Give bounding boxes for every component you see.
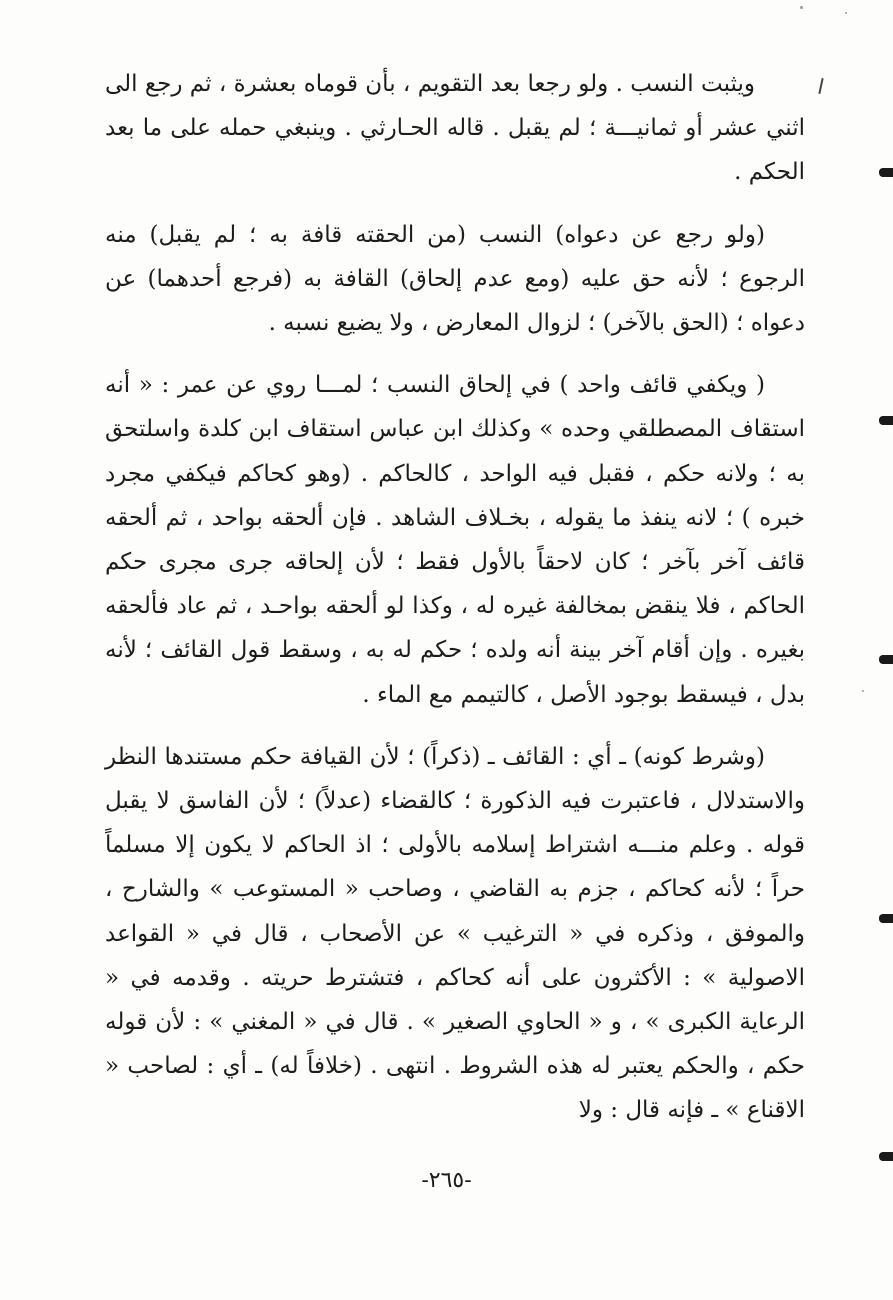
margin-hole-mark bbox=[879, 914, 893, 923]
body-text bbox=[105, 62, 805, 1151]
paragraph-2: (ولو رجع عن دعواه) النسب (من الحقته قافة به ؛ لم يقبل) منه الرجوع ؛ لأنه حق عليه (ومع عدم إلحاق) القافة به (فرجع أحدهما) عن دعواه ؛ (الحق بالآخر) ؛ لزوال المعارض ، ولا يضيع نسبه . bbox=[105, 221, 805, 337]
margin-hole-mark bbox=[879, 655, 893, 664]
paragraph-1: ويثبت النسب . ولو رجعا بعد التقويم ، بأن قوماه بعشرة ، ثم رجع الى اثني عشر أو ثمانيـــة ؛ لم يقبل . قاله الحـارثي . وينبغي حمله على ما بعد الحكم . bbox=[105, 71, 805, 186]
scan-speck bbox=[862, 690, 864, 692]
scan-speck bbox=[845, 12, 847, 14]
margin-hole-mark bbox=[879, 168, 893, 177]
paragraph-3: ( ويكفي قائف واحد ) في إلحاق النسب ؛ لمـــا روي عن عمر : « أنه استقاف المصطلقي وحده » وكذلك ابن عباس استقاف ابن كلدة واسلتحق به ؛ ولانه حكم ، فقبل فيه الواحد ، كالحاكم . (وهو كحاكم فيكفي مجرد خبره ) ؛ لانه ينفذ ما يقوله ، بخـلاف الشاهد . فإن ألحقه بواحد ، ثم ألحقه قائف آخر بآخر ؛ كان لاحقاً بالأول فقط ؛ لأن إلحاقه جرى مجرى حكم الحاكم ، فلا ينقض بمخالفة غيره له ، وكذا لو ألحقه بواحـد ، ثم عاد فألحقه بغيره . وإن أقام آخر بينة أنه ولده ؛ حكم له به ، وسقط قول القائف ؛ لأنه بدل ، فيسقط بوجود الأصل ، كالتيمم مع الماء . bbox=[105, 372, 805, 708]
margin-hole-mark bbox=[879, 1152, 893, 1161]
page-number: -٢٦٥- bbox=[421, 1168, 472, 1193]
paragraph-4: (وشرط كونه) ـ أي : القائف ـ (ذكراً) ؛ لأن القيافة حكم مستندها النظر والاستدلال ، فاعتبرت فيه الذكورة ؛ كالقضاء (عدلاً) ؛ لأن الفاسق لا يقبل قوله . وعلم منـــه اشتراط إسلامه بالأولى ؛ اذ الحاكم لا يكون إلا مسلماً حراً ؛ لأنه كحاكم ، جزم به القاضي ، وصاحب « المستوعب » والشارح ، والموفق ، وذكره في « الترغيب » عن الأصحاب ، قال في « القواعد الاصولية » : الأكثرون على أنه كحاكم ، فتشترط حريته . وقدمه في « الرعاية الكبرى » ، و « الحاوي الصغير » . قال في « المغني » : لأن قوله حكم ، والحكم يعتبر له هذه الشروط . انتهى . (خلافاً له) ـ أي : لصاحب « الاقناع » ـ فإنه قال : ولا bbox=[105, 743, 805, 1124]
margin-pencil-mark bbox=[818, 78, 823, 94]
margin-hole-mark bbox=[879, 416, 893, 425]
scan-speck bbox=[800, 6, 803, 9]
